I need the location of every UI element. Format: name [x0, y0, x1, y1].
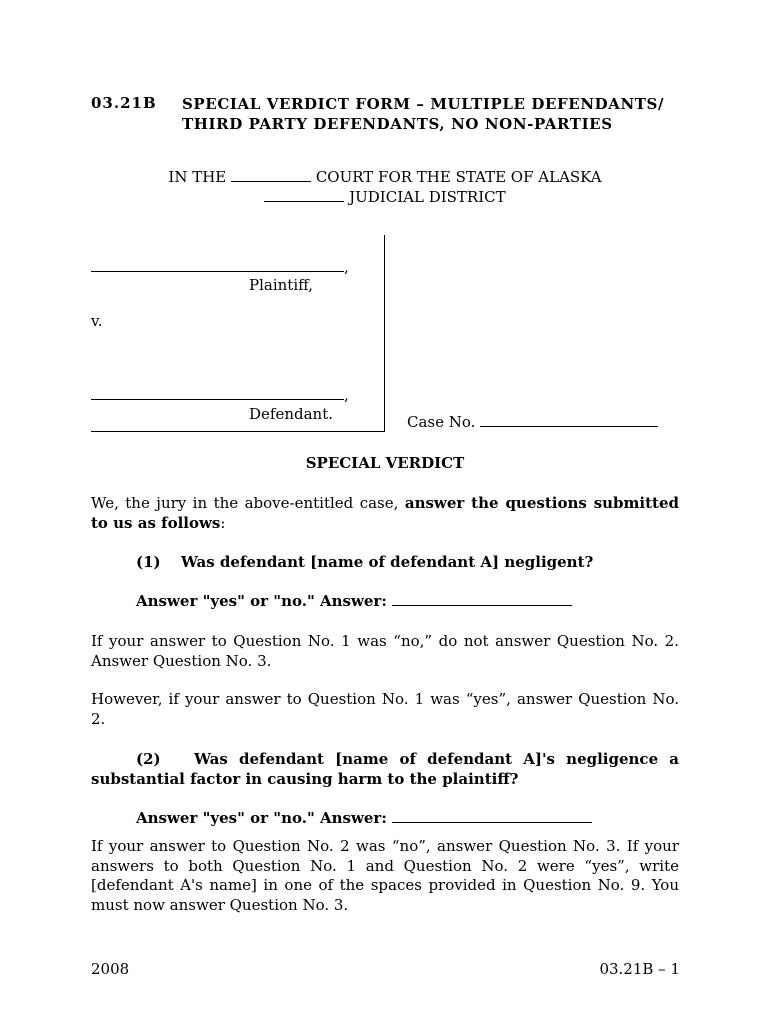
- question-1-instruction-no: If your answer to Question No. 1 was “no,” do not answer Question No. 2. Answer Question No. 3.: [91, 632, 679, 670]
- case-number-blank[interactable]: [480, 413, 658, 427]
- court-prefix: IN THE: [168, 168, 227, 186]
- defendant-label: Defendant.: [249, 405, 333, 423]
- section-number: 03.21B: [91, 94, 157, 112]
- intro-plain: We, the jury in the above-entitled case,: [91, 494, 399, 512]
- question-2-instruction: If your answer to Question No. 2 was “no”, answer Question No. 3. If your answers to both Question No. 1 and Question No. 2 were “yes”, write [defendant A's name] in one of the spaces provided in Question No. 9. You must now answer Question No. 3.: [91, 837, 679, 914]
- answer-label: Answer "yes" or "no." Answer:: [136, 809, 387, 827]
- intro-paragraph: [91, 494, 679, 533]
- question-1-answer-blank[interactable]: [392, 592, 572, 606]
- question-2-answer-row: [136, 809, 592, 829]
- intro-bold: answer the questions submitted to us as follows: [91, 494, 679, 532]
- plaintiff-name-line: [91, 258, 349, 278]
- special-verdict-title: SPECIAL VERDICT: [305, 454, 465, 472]
- plaintiff-comma: ,: [344, 258, 349, 276]
- caption-vertical-rule: [384, 235, 385, 432]
- defendant-name-line: [91, 386, 349, 406]
- intro-end: :: [220, 513, 226, 532]
- court-name-blank[interactable]: [231, 168, 311, 182]
- question-1-text: Was defendant [name of defendant A] negligent?: [181, 553, 594, 571]
- question-2-number: (2): [136, 750, 161, 768]
- footer-year: 2008: [91, 960, 130, 978]
- district-label: JUDICIAL DISTRICT: [349, 188, 506, 206]
- footer-page-number: 03.21B – 1: [599, 960, 680, 978]
- versus-label: v.: [91, 312, 103, 330]
- defendant-comma: ,: [344, 386, 349, 404]
- plaintiff-name-blank[interactable]: [91, 258, 344, 272]
- plaintiff-label: Plaintiff,: [249, 276, 314, 294]
- court-suffix: COURT FOR THE STATE OF ALASKA: [315, 168, 602, 186]
- question-1-instruction-yes: However, if your answer to Question No. 1 was “yes”, answer Question No. 2.: [91, 690, 679, 728]
- case-number-line: [407, 413, 658, 433]
- form-title-line1: SPECIAL VERDICT FORM – MULTIPLE DEFENDANTS/: [182, 95, 665, 113]
- question-2: [91, 750, 679, 789]
- court-line-2: [90, 188, 680, 208]
- caption-bottom-rule: [91, 431, 385, 432]
- answer-label: Answer "yes" or "no." Answer:: [136, 592, 387, 610]
- form-title-line2: THIRD PARTY DEFENDANTS, NO NON-PARTIES: [182, 115, 613, 133]
- form-title: [182, 94, 679, 134]
- question-1-answer-row: [136, 592, 572, 612]
- question-2-answer-blank[interactable]: [392, 809, 592, 823]
- court-line-1: [90, 168, 680, 188]
- case-number-label: Case No.: [407, 413, 476, 431]
- question-2-text: Was defendant [name of defendant A]'s negligence a substantial factor in causing harm to the plaintiff?: [91, 750, 679, 788]
- district-blank[interactable]: [264, 188, 344, 202]
- question-1-number: (1): [136, 553, 161, 571]
- defendant-name-blank[interactable]: [91, 386, 344, 400]
